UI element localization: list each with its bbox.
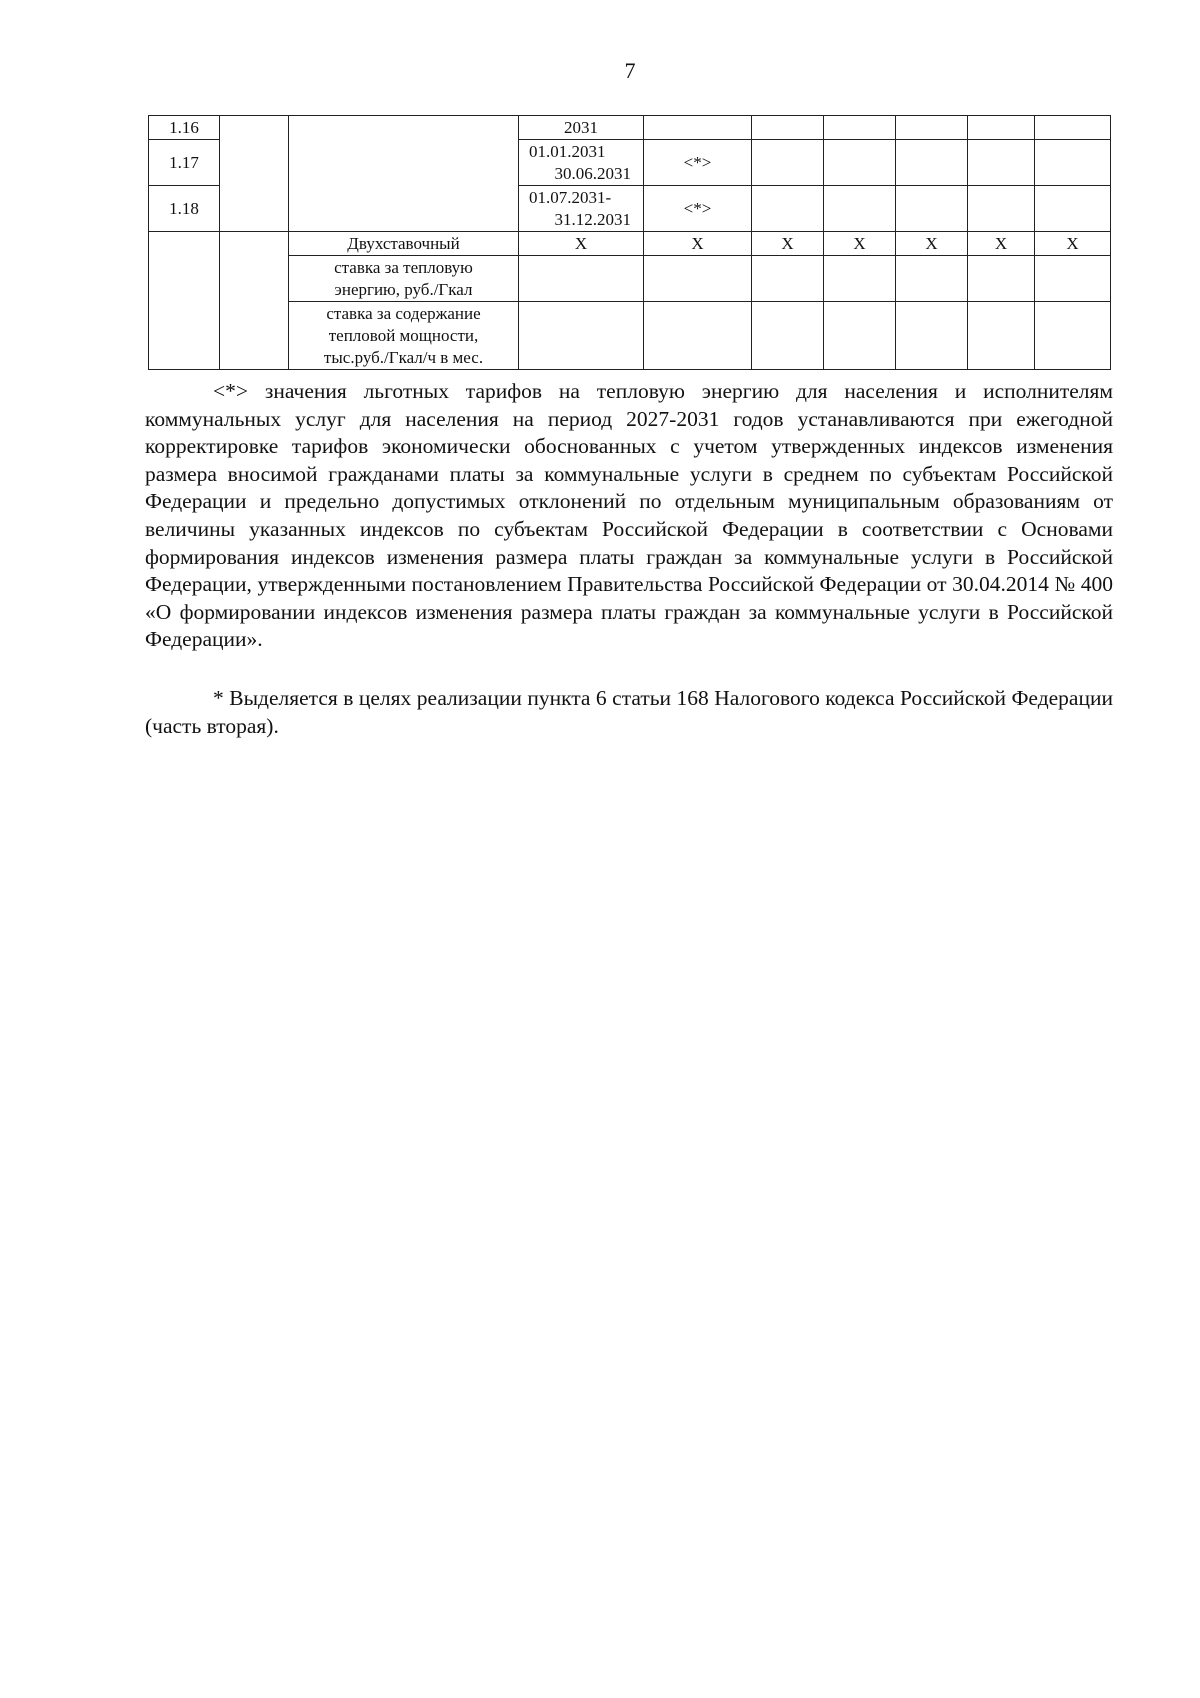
x-mark: X	[896, 232, 968, 256]
rate-capacity-line: тепловой мощности,	[328, 325, 479, 345]
value-cell	[752, 186, 824, 232]
rate-energy-label	[289, 256, 519, 302]
value-cell	[644, 256, 752, 302]
value-cell	[896, 256, 968, 302]
two-part-label: Двухставочный	[289, 232, 519, 256]
period-start: 01.01.2031	[529, 141, 606, 161]
value-cell	[1035, 256, 1111, 302]
value-cell	[519, 256, 644, 302]
empty-cell	[289, 116, 519, 232]
value-cell	[896, 302, 968, 370]
value-cell	[824, 256, 896, 302]
value-cell	[752, 140, 824, 186]
x-mark: X	[644, 232, 752, 256]
value-cell	[896, 116, 968, 140]
value-cell	[644, 302, 752, 370]
footnote-text: <*> значения льготных тарифов на тепловую энергию для населения и исполнителям коммунальных услуг для населения на период 2027-2031 годов устанавливаются при ежегодной корректировке тарифов экономически обоснованных с учетом утвержденных индексов изменения размера вносимой гражданами платы за коммунальные услуги в среднем по субъектам Российской Федерации и предельно допустимых отклонений по отдельным муниципальным образованиям от величины указанных индексов по субъектам Российской Федерации в соответствии с Основами формирования индексов изменения размера платы граждан за коммунальные услуги в Российской Федерации, утвержденными постановлением Правительства Российской Федерации от 30.04.2014 № 400 «О формировании индексов изменения размера платы граждан за коммунальные услуги в Российской Федерации».	[145, 379, 1113, 652]
value-cell	[1035, 302, 1111, 370]
value-cell	[752, 256, 824, 302]
value-cell	[1035, 186, 1111, 232]
value-cell	[1035, 140, 1111, 186]
value-cell	[1035, 116, 1111, 140]
row-number: 1.17	[149, 140, 220, 186]
row-number: 1.18	[149, 186, 220, 232]
rate-energy-line: энергию, руб./Гкал	[334, 279, 473, 299]
x-mark: X	[968, 232, 1035, 256]
page-number: 7	[624, 58, 636, 83]
empty-cell	[220, 116, 289, 232]
footnote-tax-code	[145, 685, 1113, 740]
table-row	[149, 232, 1111, 256]
table-row	[149, 116, 1111, 140]
value-cell	[968, 302, 1035, 370]
x-mark: X	[752, 232, 824, 256]
footnote-preferential-tariffs	[145, 378, 1113, 654]
value-cell	[824, 186, 896, 232]
value-cell	[968, 256, 1035, 302]
value-cell	[824, 140, 896, 186]
table-row	[149, 256, 1111, 302]
value-cell	[752, 302, 824, 370]
rate-capacity-line: тыс.руб./Гкал/ч в мес.	[323, 347, 484, 367]
value-cell	[968, 186, 1035, 232]
empty-cell	[149, 232, 220, 370]
x-mark: X	[519, 232, 644, 256]
value-cell	[824, 302, 896, 370]
value-cell	[519, 302, 644, 370]
value-cell	[644, 116, 752, 140]
tariff-table	[148, 115, 1111, 370]
value-cell: <*>	[644, 140, 752, 186]
value-cell	[896, 186, 968, 232]
rate-capacity-line: ставка за содержание	[326, 303, 481, 323]
period-cell: 2031	[519, 116, 644, 140]
rate-capacity-label	[289, 302, 519, 370]
period-cell	[519, 140, 644, 186]
row-number: 1.16	[149, 116, 220, 140]
value-cell	[968, 116, 1035, 140]
value-cell	[824, 116, 896, 140]
period-cell	[519, 186, 644, 232]
value-cell	[752, 116, 824, 140]
period-end: 30.06.2031	[554, 163, 631, 183]
footnote-text: * Выделяется в целях реализации пункта 6 статьи 168 Налогового кодекса Российской Федерации (часть вторая).	[145, 686, 1113, 738]
x-mark: X	[824, 232, 896, 256]
period-start: 01.07.2031-	[529, 187, 612, 207]
period-end: 31.12.2031	[554, 209, 631, 229]
value-cell	[896, 140, 968, 186]
table-row	[149, 302, 1111, 370]
value-cell: <*>	[644, 186, 752, 232]
rate-energy-line: ставка за тепловую	[334, 257, 473, 277]
x-mark: X	[1035, 232, 1111, 256]
empty-cell	[220, 232, 289, 370]
value-cell	[968, 140, 1035, 186]
